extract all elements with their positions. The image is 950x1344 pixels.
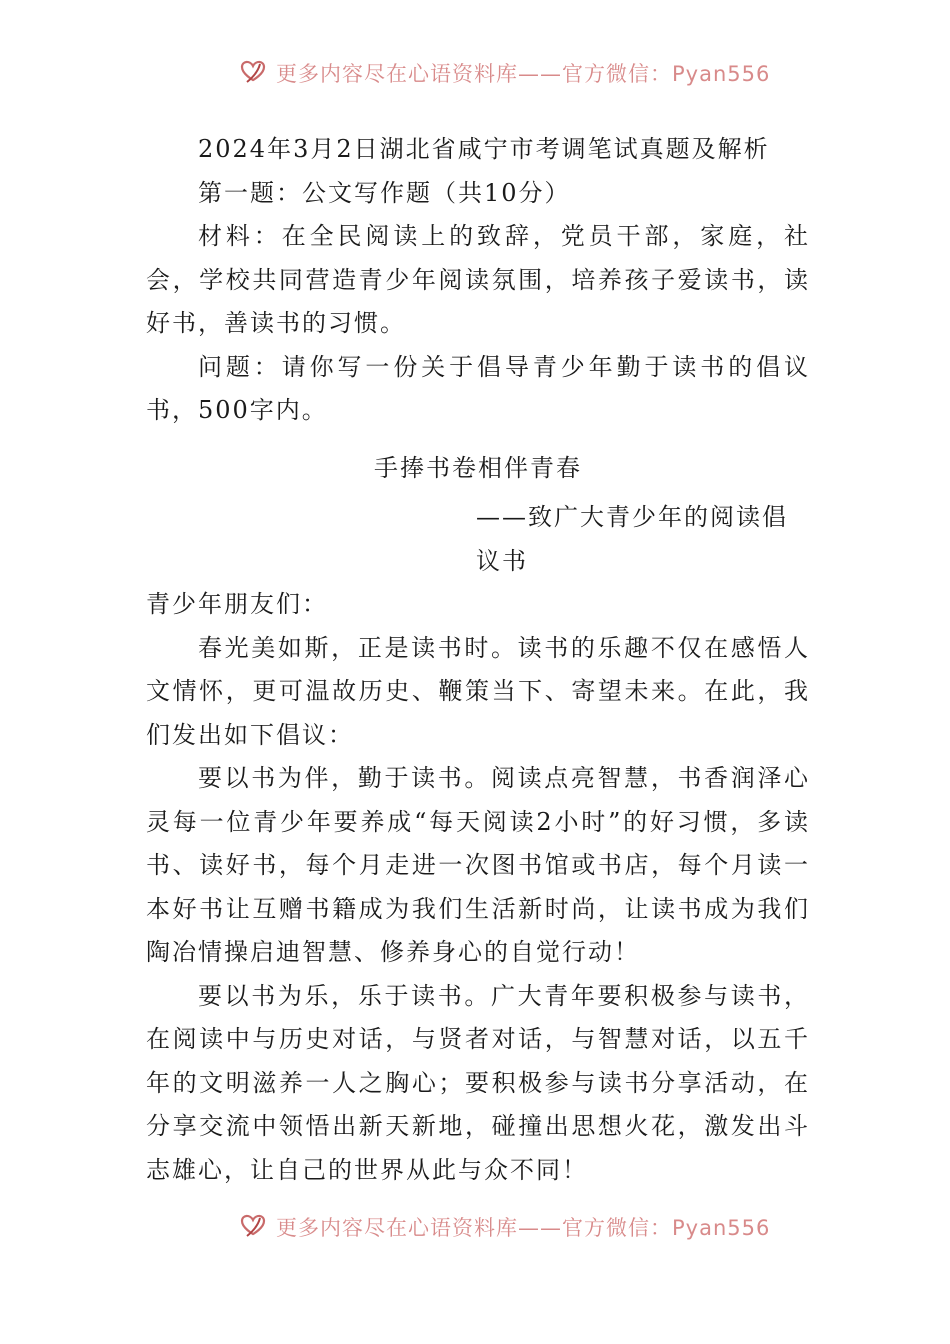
header-watermark-banner	[0, 52, 950, 92]
watermark-text: 更多内容尽在心语资料库——官方微信：Pyan556	[276, 62, 771, 86]
question-heading: 第一题：公文写作题（共10分）	[198, 178, 571, 207]
document-title: 2024年3月2日湖北省咸宁市考调笔试真题及解析	[198, 135, 770, 163]
essay-subtitle: ——致广大青少年的阅读倡议书	[476, 503, 788, 575]
footer-watermark-banner	[0, 1206, 950, 1246]
heart-swirl-logo-icon	[238, 58, 268, 84]
essay-title: 手捧书卷相伴青春	[374, 453, 582, 482]
paragraph-2: 要以书为伴，勤于读书。阅读点亮智慧，书香润泽心灵每一位青少年要养成“每天阅读2小时”的好习惯，多读书、读好书，每个月走进一次图书馆或书店，每个月读一本好书让互赠书籍成为我们生活新时尚，让读书成为我们陶冶情操启迪智慧、修养身心的自觉行动！	[146, 764, 810, 966]
paragraph-1: 春光美如斯，正是读书时。读书的乐趣不仅在感悟人文情怀，更可温故历史、鞭策当下、寄望未来。在此，我们发出如下倡议：	[146, 633, 810, 749]
document-body	[146, 128, 810, 1192]
material-paragraph: 材料：在全民阅读上的致辞，党员干部，家庭，社会，学校共同营造青少年阅读氛围，培养孩子爱读书，读好书，善读书的习惯。	[146, 222, 810, 337]
question-paragraph: 问题：请你写一份关于倡导青少年勤于读书的倡议书，500字内。	[146, 352, 810, 424]
watermark-text: 更多内容尽在心语资料库——官方微信：Pyan556	[276, 1216, 771, 1240]
salutation: 青少年朋友们：	[146, 590, 328, 618]
paragraph-3: 要以书为乐，乐于读书。广大青年要积极参与读书，在阅读中与历史对话，与贤者对话，与智慧对话，以五千年的文明滋养一人之胸心；要积极参与读书分享活动，在分享交流中领悟出新天新地，碰撞出思想火花，激发出斗志雄心，让自己的世界从此与众不同！	[146, 981, 810, 1184]
heart-swirl-logo-icon	[238, 1212, 268, 1238]
